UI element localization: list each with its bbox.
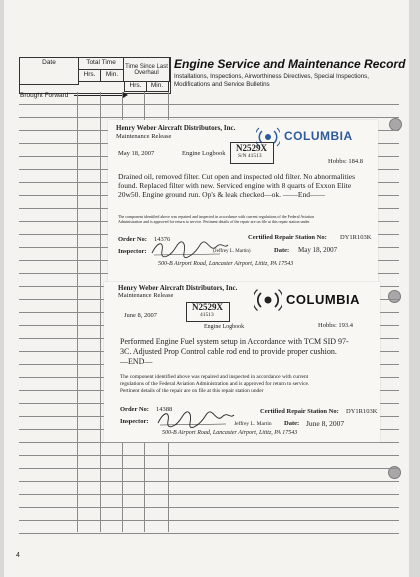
order-label: Order No: xyxy=(120,406,149,413)
columbia-logo: COLUMBIA xyxy=(286,292,361,307)
ruled-line xyxy=(19,117,399,118)
record-subtitle: Installations, Inspections, Airworthiness Directives, Special Inspections, Modifications and Service Bulletins xyxy=(174,73,369,88)
certification-text: Pertinent details of the repair are on file at this repair station under xyxy=(120,388,264,394)
ruled-line xyxy=(19,104,399,105)
total-hrs-header: Hrs. xyxy=(79,70,101,82)
ruled-line xyxy=(19,481,399,482)
station-label: Certified Repair Station No: xyxy=(260,408,339,415)
work-description-line: Drained oil, removed filter. Cut open and inspected old filter. No abnormalities xyxy=(118,172,356,181)
inspector-label: Inspector: xyxy=(118,248,147,255)
certification-text: The component identified above was repaired and inspected in accordance with current xyxy=(120,374,309,380)
tail-number: N2529X xyxy=(192,302,223,312)
tail-number: N2529X xyxy=(236,143,267,153)
ruled-line xyxy=(19,507,399,508)
page-number: 4 xyxy=(16,552,20,559)
certification-text: The component identified above was repaired and inspected in accordance with current regulations of the Federal Aviation xyxy=(118,214,315,219)
hobbs-reading: Hobbs: 184.8 xyxy=(328,158,364,165)
column-divider xyxy=(77,92,78,532)
ruled-line xyxy=(19,494,399,495)
certification-text: regulations of the Federal Aviation Administration and is approved for return to service. xyxy=(120,381,310,387)
work-description-line: 20w50. Engine ground run. Op's & leak checked—ok. ——End—— xyxy=(118,190,325,199)
inspector-name: Jeffrey L. Martin xyxy=(234,421,272,427)
ruled-line xyxy=(19,520,399,521)
logbook-label: Engine Logbook xyxy=(182,150,226,157)
ruled-line xyxy=(19,455,399,456)
inspector-name: (Jeffrey L. Martin) xyxy=(213,249,251,254)
date-label: Date: xyxy=(274,247,290,254)
order-number: 14376 xyxy=(154,236,171,243)
company-name: Henry Weber Aircraft Distributors, Inc. xyxy=(118,284,238,292)
columbia-logo-mark xyxy=(254,286,282,314)
hobbs-reading: Hobbs: 193.4 xyxy=(318,322,354,329)
station-label: Certified Repair Station No: xyxy=(248,234,327,241)
brought-forward-label: Brought Forward xyxy=(20,92,69,99)
total-time-header: Total Time xyxy=(79,58,124,70)
ruled-line xyxy=(19,533,399,534)
station-number: DY1R103K xyxy=(340,234,372,241)
date-label: Date: xyxy=(284,420,300,427)
work-description-line: 3C. Adjusted Prop Control cable rod end to provide proper cushion. xyxy=(120,347,337,356)
column-divider xyxy=(100,92,101,532)
work-description-line: Performed Engine Fuel system setup in Accordance with TCM SID 97- xyxy=(120,337,349,346)
station-address: 500-B Airport Road, Lancaster Airport, Lititz, PA 17543 xyxy=(162,430,298,436)
total-min-header: Min. xyxy=(101,70,124,82)
order-label: Order No: xyxy=(118,236,147,243)
maintenance-release-slip-1 xyxy=(108,120,378,284)
binder-hole-middle xyxy=(388,290,401,303)
date-header: Date xyxy=(20,58,79,85)
work-description-line: found. Replaced filter with new. Serviced engine with 8 quarts of Exxon Elite xyxy=(118,181,352,190)
record-title: Engine Service and Maintenance Record xyxy=(174,57,406,71)
release-date: June 8, 2007 xyxy=(124,312,158,319)
certification-text: Administration and is approved for return to service. Pertinent details of the repair are on file at this repair station under xyxy=(118,219,310,224)
inspection-date: June 8, 2007 xyxy=(306,419,345,428)
station-address: 500-B Airport Road, Lancaster Airport, Lititz, PA 17543 xyxy=(158,261,294,267)
ruled-line xyxy=(19,468,399,469)
work-description-line: —END— xyxy=(120,357,153,366)
serial-number: 41513 xyxy=(200,312,214,318)
overhaul-min-header: Min. xyxy=(146,81,169,92)
company-name: Henry Weber Aircraft Distributors, Inc. xyxy=(116,124,236,132)
maintenance-release-slip-2 xyxy=(104,282,380,442)
inspector-label: Inspector: xyxy=(120,418,149,425)
station-number: DY1R103K xyxy=(346,408,378,415)
inspection-date: May 18, 2007 xyxy=(298,246,338,254)
serial-number: S/N 41513 xyxy=(238,153,262,159)
logbook-page xyxy=(4,0,409,577)
time-since-overhaul-header: Time Since Last Overhaul xyxy=(124,58,170,82)
release-label: Maintenance Release xyxy=(116,133,172,140)
columbia-logo: COLUMBIA xyxy=(284,129,353,143)
release-date: May 18, 2007 xyxy=(118,150,155,157)
order-number: 14388 xyxy=(156,406,173,413)
overhaul-hrs-header: Hrs. xyxy=(124,81,147,92)
logbook-label: Engine Logbook xyxy=(204,324,245,330)
ruled-line xyxy=(19,442,399,443)
release-label: Maintenance Release xyxy=(118,292,174,299)
